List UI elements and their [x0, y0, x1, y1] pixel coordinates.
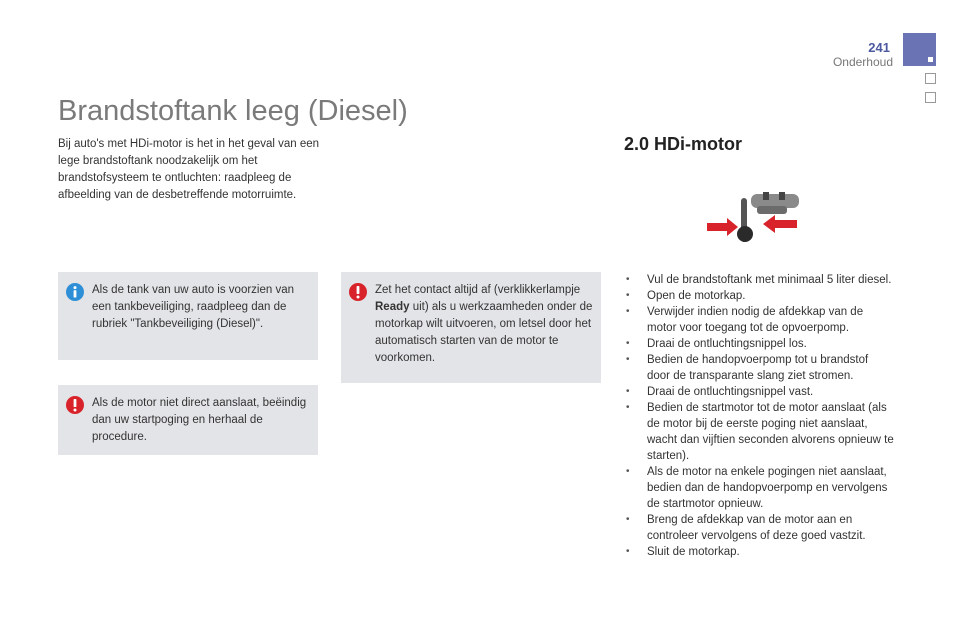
warning-note-contact-text: Zet het contact altijd af (verklikkerlampje Ready uit) als u werkzaamheden onder de motorkap wilt uitvoeren, om letsel door het automatisch starten van de motor te voorkomen. [375, 284, 593, 364]
list-item: • Open de motorkap. [624, 288, 894, 304]
list-item: • Draai de ontluchtingsnippel los. [624, 336, 894, 352]
section-name: Onderhoud [832, 55, 893, 69]
list-item: • Als de motor na enkele pogingen niet aanslaat, bedien dan de handopvoerpomp en vervolgens de startmotor opnieuw. [624, 464, 894, 512]
info-icon [66, 283, 84, 301]
tab-marker [925, 73, 936, 84]
warning-icon [66, 396, 84, 414]
list-item: • Sluit de motorkap. [624, 544, 894, 560]
ready-label: Ready [375, 301, 410, 313]
list-item: • Draai de ontluchtingsnippel vast. [624, 384, 894, 400]
engine-subheading: 2.0 HDi-motor [624, 134, 743, 154]
hand-pump-illustration [705, 190, 805, 250]
warning-note-start [58, 385, 318, 455]
procedure-steps [624, 272, 894, 560]
page-number: 241 [868, 40, 890, 55]
warning-icon [349, 283, 367, 301]
list-item: • Bedien de handopvoerpomp tot u brandstof door de transparante slang ziet stromen. [624, 352, 894, 384]
info-note-text: Als de tank van uw auto is voorzien van een tankbeveiliging, raadpleeg dan de rubriek "Tankbeveiliging (Diesel)". [92, 284, 295, 330]
intro-paragraph: Bij auto's met HDi-motor is het in het geval van een lege brandstoftank noodzakelijk om het brandstofsysteem te ontluchten: raadpleeg de afbeelding van de desbetreffende motorruimte. [58, 138, 320, 201]
page-title: Brandstoftank leeg (Diesel) [58, 95, 408, 127]
list-item: • Breng de afdekkap van de motor aan en controleer vervolgens of deze goed vastzit. [624, 512, 894, 544]
warning-note-contact [341, 272, 601, 383]
warning-note-start-text: Als de motor niet direct aanslaat, beëindig dan uw startpoging en herhaal de procedure. [92, 397, 307, 443]
list-item: • Bedien de startmotor tot de motor aanslaat (als de motor bij de eerste poging niet aanslaat, wacht dan vijftien seconden alvorens opnieuw te starten). [624, 400, 894, 464]
list-item: • Verwijder indien nodig de afdekkap van de motor voor toegang tot de opvoerpomp. [624, 304, 894, 336]
section-tab [903, 33, 936, 66]
list-item: • Vul de brandstoftank met minimaal 5 liter diesel. [624, 272, 894, 288]
tab-marker [925, 92, 936, 103]
info-note [58, 272, 318, 360]
